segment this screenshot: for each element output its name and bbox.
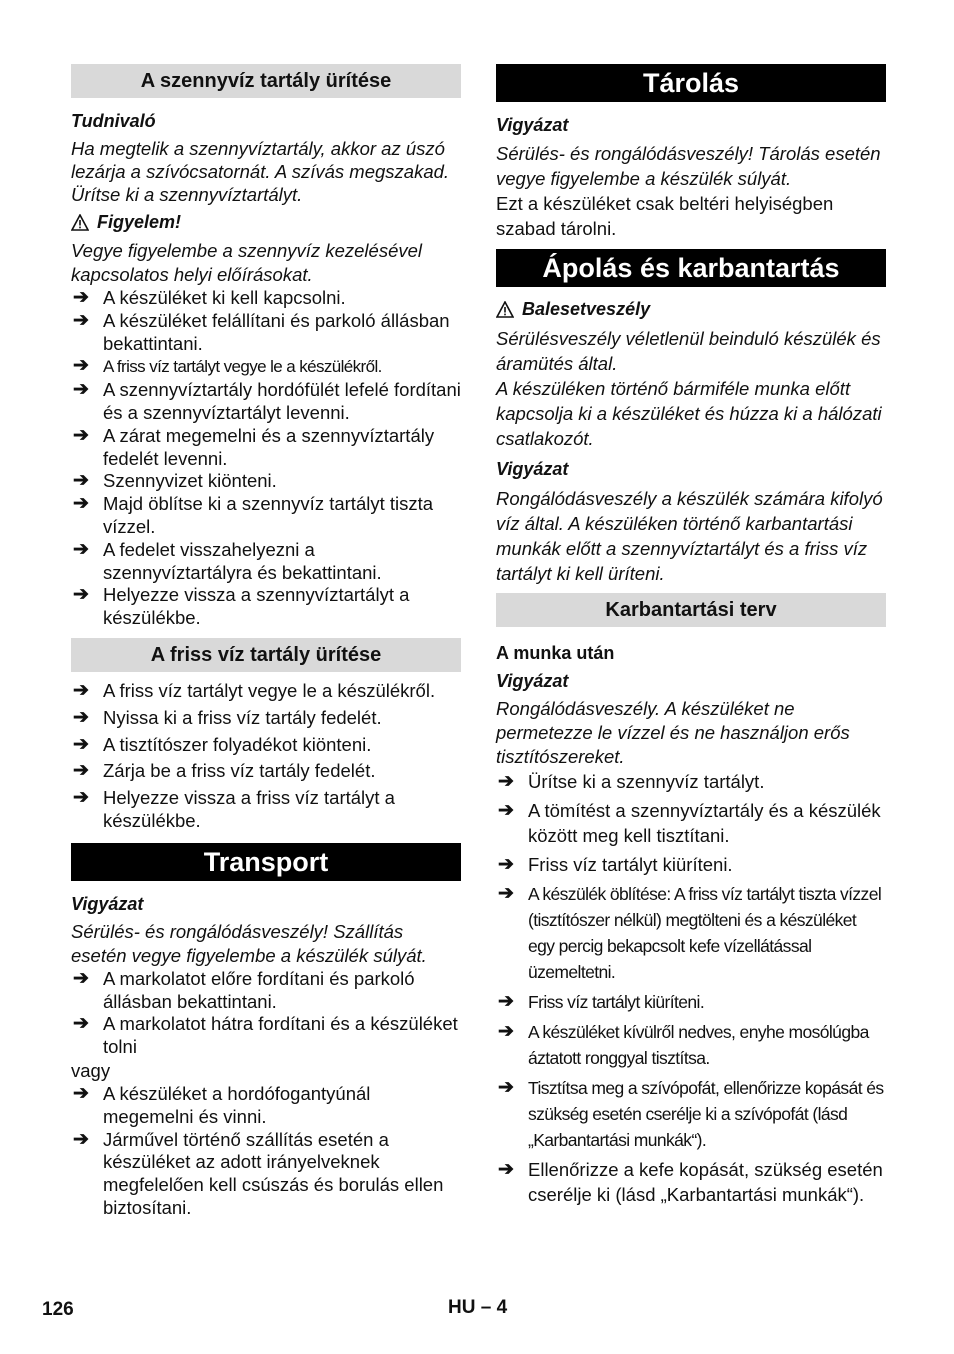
list-item: ➔ Ürítse ki a szennyvíz tartályt. <box>498 771 765 792</box>
warning-triangle-icon <box>496 301 514 318</box>
danger-label: Balesetveszély <box>522 299 651 319</box>
arrow-icon: ➔ <box>73 787 89 809</box>
list-item: ➔ Helyezze vissza a szennyvíztartályt a készülékbe. <box>73 584 410 629</box>
list-item: ➔ A készülék öblítése: A friss víz tartályt tiszta vízzel (tisztítószer nélkül) megtölteni és a készüléket egy percig bekapcsolt kefe vízellátással üzemeltetni. <box>498 883 882 982</box>
maintenance-steps <box>496 769 886 1207</box>
danger-text-1: Sérülésveszély véletlenül beinduló készülék és áramütés által. <box>496 328 881 374</box>
or-text: vagy <box>71 1059 111 1081</box>
arrow-icon: ➔ <box>498 1077 514 1098</box>
arrow-icon: ➔ <box>73 584 89 606</box>
list-item: ➔ Zárja be a friss víz tartály fedelét. <box>73 760 376 782</box>
arrow-icon: ➔ <box>73 355 89 377</box>
wastewater-steps <box>71 287 461 630</box>
list-item: ➔ Nyissa ki a friss víz tartály fedelét. <box>73 706 382 728</box>
list-item: ➔ Friss víz tartályt kiüríteni. <box>498 991 705 1012</box>
danger-heading <box>496 297 886 321</box>
list-item: ➔ A készüléket felállítani és parkoló állásban bekattintani. <box>73 309 450 354</box>
list-item: ➔ Járművel történő szállítás esetén a készüléket az adott irányelveknek megfelelően kell csúszás és borulás ellen biztosítani. <box>73 1128 444 1218</box>
section-title-freshwater: A friss víz tartály ürítése <box>71 638 461 672</box>
list-item: ➔ A tömítést a szennyvíztartály és a készülék között meg kell tisztítani. <box>498 800 881 846</box>
list-item: ➔ A szennyvíztartály hordófülét lefelé fordítani és a szennyvíztartályt levenni. <box>73 379 461 423</box>
list-item: ➔ A fedelet visszahelyezni a szennyvíztartályra és bekattintani. <box>73 538 382 583</box>
caution-text: Rongálódásveszély a készülék számára kifolyó víz által. A készüléken történő karbantartási munkák előtt a szennyvíztartályt és a friss víz tartályt ki kell üríteni. <box>496 488 883 584</box>
list-item: ➔ Ellenőrizze a kefe kopását, szükség esetén cserélje ki (lásd „Karbantartási munkák“). <box>498 1159 883 1205</box>
warning-label: Figyelem! <box>97 212 182 232</box>
warning-heading <box>71 210 461 234</box>
arrow-icon: ➔ <box>73 760 89 782</box>
transport-steps-a <box>71 968 461 1059</box>
danger-text-2: A készüléken történő bármiféle munka előtt kapcsolja ki a készüléket és húzza ki a hálózati csatlakozót. <box>496 378 882 449</box>
arrow-icon: ➔ <box>73 309 89 331</box>
arrow-icon: ➔ <box>73 1013 89 1035</box>
left-column <box>71 64 461 1220</box>
arrow-icon: ➔ <box>73 679 89 701</box>
caution-text: Sérülés- és rongálódásveszély! Tárolás esetén vegye figyelembe a készülék súlyát. <box>496 143 881 189</box>
warning-text: Vegye figyelembe a szennyvíz kezelésével kapcsolatos helyi előírásokat. <box>71 240 423 285</box>
caution-label: Vigyázat <box>496 115 569 135</box>
arrow-icon: ➔ <box>73 706 89 728</box>
caution-text: Sérülés- és rongálódásveszély! Szállítás esetén vegye figyelembe a készülék súlyát. <box>71 920 427 966</box>
list-item: ➔ A friss víz tartályt vegye le a készülékről. <box>73 355 382 377</box>
transport-steps-b <box>71 1083 461 1220</box>
caution-label: Vigyázat <box>496 671 569 691</box>
list-item: ➔ Szennyvizet kiönteni. <box>73 470 277 492</box>
list-item: ➔ Helyezze vissza a friss víz tartályt a készülékbe. <box>73 787 395 831</box>
list-item: ➔ A markolatot hátra fordítani és a készüléket tolni <box>73 1013 458 1058</box>
caution-label: Vigyázat <box>71 893 144 914</box>
caution-label: Vigyázat <box>496 459 569 479</box>
list-item: ➔ A készüléket a hordófogantyúnál megemelni és vinni. <box>73 1082 371 1127</box>
storage-text: Ezt a készüléket csak beltéri helyiségben szabad tárolni. <box>496 193 834 239</box>
arrow-icon: ➔ <box>498 854 514 875</box>
list-item: ➔ A tisztítószer folyadékot kiönteni. <box>73 733 372 755</box>
arrow-icon: ➔ <box>73 1082 89 1104</box>
freshwater-steps <box>71 680 461 833</box>
arrow-icon: ➔ <box>73 538 89 560</box>
list-item: ➔ Majd öblítse ki a szennyvíz tartályt tiszta vízzel. <box>73 493 434 537</box>
arrow-icon: ➔ <box>73 470 89 492</box>
arrow-icon: ➔ <box>73 493 89 515</box>
page-number: 126 <box>42 1299 74 1320</box>
arrow-icon: ➔ <box>73 424 89 446</box>
section-title-wastewater: A szennyvíz tartály ürítése <box>71 64 461 98</box>
arrow-icon: ➔ <box>73 287 89 308</box>
section-title-storage: Tárolás <box>496 64 886 102</box>
list-item: ➔ Tisztítsa meg a szívópofát, ellenőrizze kopását és szükség esetén cserélje ki a szívópofát (lásd „Karbantartási munkák“). <box>498 1077 884 1150</box>
arrow-icon: ➔ <box>73 379 89 401</box>
list-item: ➔ A friss víz tartályt vegye le a készülékről. <box>73 679 436 701</box>
right-column <box>496 64 886 1211</box>
arrow-icon: ➔ <box>498 771 514 792</box>
arrow-icon: ➔ <box>498 883 514 904</box>
arrow-icon: ➔ <box>498 1021 514 1042</box>
arrow-icon: ➔ <box>73 967 89 989</box>
arrow-icon: ➔ <box>498 800 514 821</box>
subheading-after-work: A munka után <box>496 643 615 663</box>
note-text: Ha megtelik a szennyvíztartály, akkor az úszó lezárja a szívócsatornát. A szívás megszakad. Ürítse ki a szennyvíztartályt. <box>71 138 450 205</box>
list-item: ➔ A készüléket kívülről nedves, enyhe mosólúgba áztatott ronggyal tisztítsa. <box>498 1021 869 1068</box>
caution-text: Rongálódásveszély. A készüléket ne permetezze le vízzel és ne használjon erős tisztítószereket. <box>496 698 850 767</box>
arrow-icon: ➔ <box>73 733 89 755</box>
section-title-transport: Transport <box>71 843 461 881</box>
arrow-icon: ➔ <box>498 1159 514 1180</box>
section-title-maintenance: Karbantartási terv <box>496 593 886 627</box>
warning-triangle-icon <box>71 214 89 231</box>
list-item: ➔ A készüléket ki kell kapcsolni. <box>73 287 346 308</box>
note-label: Tudnivaló <box>71 111 156 131</box>
list-item: ➔ Friss víz tartályt kiüríteni. <box>498 854 733 875</box>
list-item: ➔ A zárat megemelni és a szennyvíztartály fedelét levenni. <box>73 424 435 469</box>
list-item: ➔ A markolatot előre fordítani és parkoló állásban bekattintani. <box>73 967 415 1012</box>
arrow-icon: ➔ <box>498 991 514 1012</box>
section-title-care: Ápolás és karbantartás <box>496 249 886 287</box>
language-page-label: HU – 4 <box>448 1297 508 1318</box>
arrow-icon: ➔ <box>73 1128 89 1150</box>
